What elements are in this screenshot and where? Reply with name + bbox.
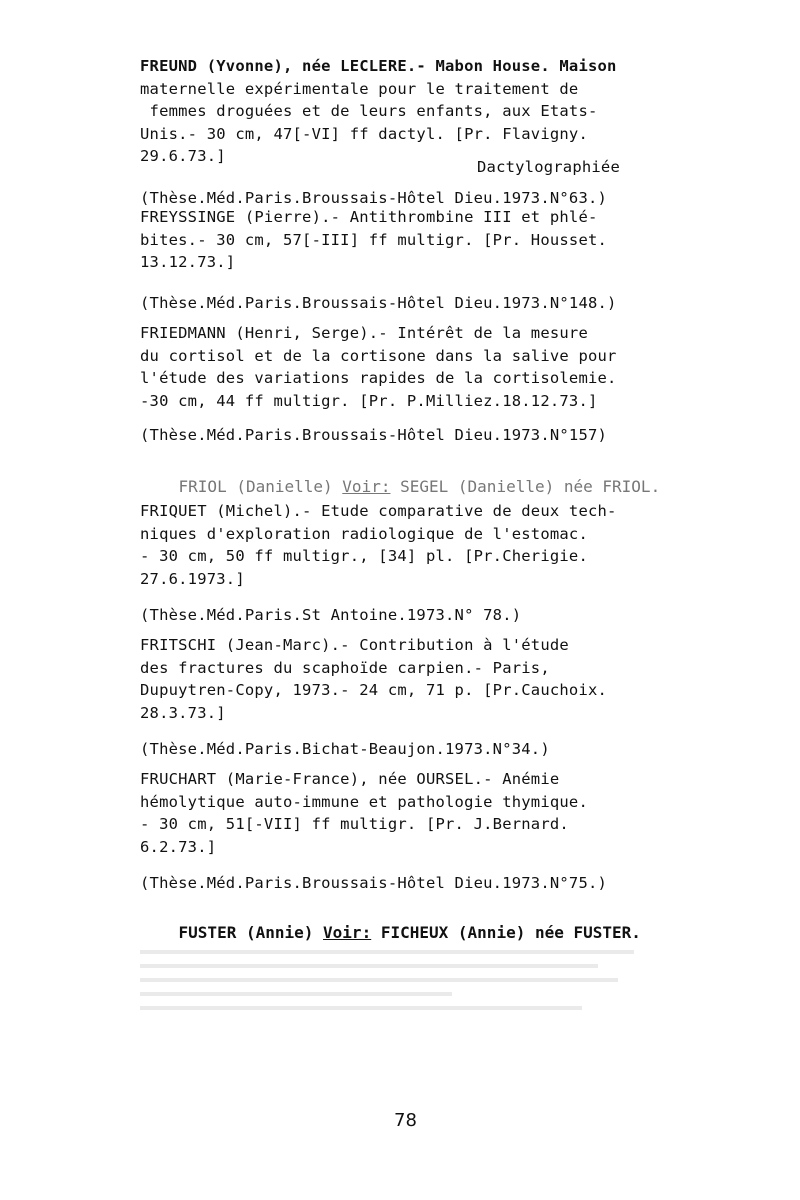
entry-source: (Thèse.Méd.Paris.Broussais-Hôtel Dieu.1973.N°63.) [140,188,608,207]
entry-note: Dactylographiée [477,157,620,176]
entry-line: 29.6.73.] [140,147,226,166]
entry-line: Unis.- 30 cm, 47[-VI] ff dactyl. [Pr. Flavigny. [140,124,588,143]
entry-line: 28.3.73.] [140,703,226,722]
entry-line: FREUND (Yvonne), née LECLERE.- Mabon House. Maison [140,57,617,75]
entry-source: (Thèse.Méd.Paris.Broussais-Hôtel Dieu.1973.N°75.) [140,874,608,893]
entry-line: FRITSCHI (Jean-Marc).- Contribution à l'étude [140,636,569,654]
entry-source: (Thèse.Méd.Paris.Bichat-Beaujon.1973.N°34.) [140,740,550,759]
entry-line: - 30 cm, 51[-VII] ff multigr. [Pr. J.Bernard. [140,815,569,834]
entry-line: FRIEDMANN (Henri, Serge).- Intérêt de la mesure [140,324,588,342]
catalog-entry-friquet [140,500,670,626]
catalog-entry-friedmann [140,322,670,446]
entry-line: femmes droguées et de leurs enfants, aux Etats- [140,102,598,121]
entry-source: (Thèse.Méd.Paris.St Antoine.1973.N° 78.) [140,606,522,625]
page-number: 78 [394,1110,417,1131]
entry-line: bites.- 30 cm, 57[-III] ff multigr. [Pr. Housset. [140,230,608,249]
catalog-entry-fritschi [140,634,670,760]
ref-target: FICHEUX (Annie) née FUSTER. [380,923,641,942]
voir-link: Voir: [342,477,391,496]
entry-line: FREYSSINGE (Pierre).- Antithrombine III et phlé- [140,208,598,226]
entry-line: 13.12.73.] [140,253,236,272]
entry-source: (Thèse.Méd.Paris.Broussais-Hôtel Dieu.1973.N°148.) [140,293,617,312]
entry-line: 27.6.1973.] [140,569,245,588]
ref-name: FUSTER (Annie) [178,923,314,942]
entry-line: du cortisol et de la cortisone dans la salive pour [140,346,617,365]
voir-link: Voir: [323,923,372,942]
entry-line: des fractures du scaphoïde carpien.- Paris, [140,658,550,677]
entry-line: l'étude des variations rapides de la cortisolemie. [140,369,617,388]
catalog-entry-freyssinge [140,206,670,314]
ref-name: FRIOL (Danielle) [178,477,333,496]
entry-line: FRUCHART (Marie-France), née OURSEL.- Anémie [140,770,560,788]
entry-line: FRIQUET (Michel).- Etude comparative de deux tech- [140,502,617,520]
ref-target: SEGEL (Danielle) née FRIOL. [400,477,661,496]
entry-line: maternelle expérimentale pour le traitement de [140,79,579,98]
entry-line: -30 cm, 44 ff multigr. [Pr. P.Milliez.18.12.73.] [140,391,598,410]
catalog-entry-fruchart [140,768,670,894]
entry-line: hémolytique auto-immune et pathologie thymique. [140,792,588,811]
entry-line: Dupuytren-Copy, 1973.- 24 cm, 71 p. [Pr.Cauchoix. [140,681,608,700]
bleed-through-marks [140,940,660,1050]
catalog-entry-freund [140,55,670,209]
entry-line: niques d'exploration radiologique de l'estomac. [140,524,588,543]
entry-line: 6.2.73.] [140,837,217,856]
entry-line: - 30 cm, 50 ff multigr., [34] pl. [Pr.Cherigie. [140,547,588,566]
entry-source: (Thèse.Méd.Paris.Broussais-Hôtel Dieu.1973.N°157) [140,426,608,445]
